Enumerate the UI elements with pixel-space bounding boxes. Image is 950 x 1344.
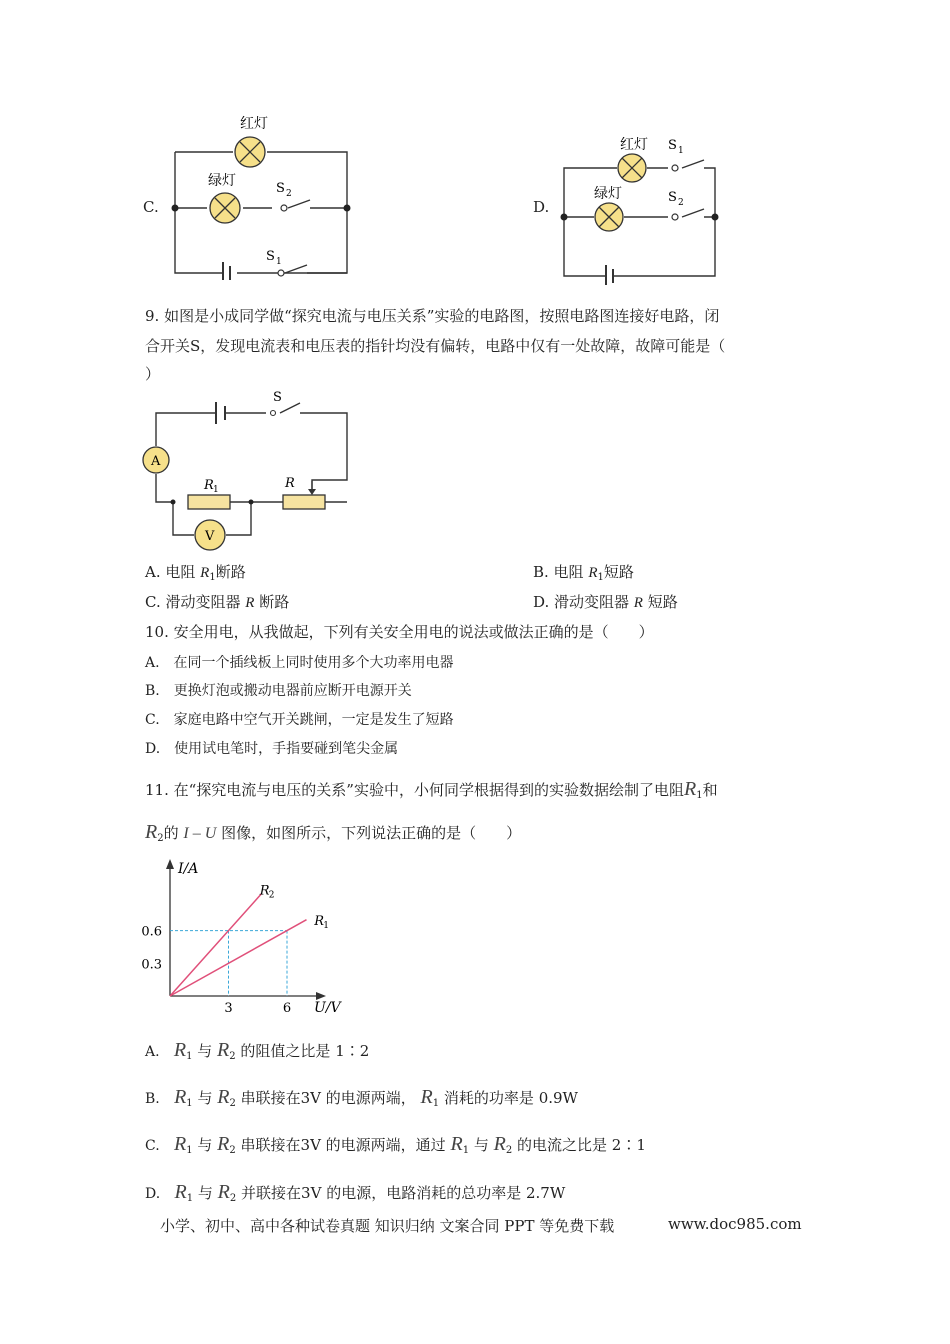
series-label-R2-sub: 2 — [268, 890, 275, 901]
q10-option-d: D. 使用试电笔时，手指要碰到笔尖金属 — [145, 741, 399, 757]
s2-sub: 2 — [286, 189, 292, 199]
r1-label: R — [204, 478, 214, 493]
junction-left-icon — [172, 205, 179, 212]
switch-pivot-icon — [271, 411, 276, 416]
q9-stem-line3: ） — [145, 365, 161, 383]
series-label-R1-sub: 1 — [323, 921, 330, 932]
x-tick-6: 6 — [282, 1001, 292, 1016]
q9-option-a: A. 电阻 $R_1$断路 — [145, 563, 246, 583]
junction-right-icon — [712, 214, 719, 221]
y-tick-0.3: 0.3 — [141, 957, 162, 973]
r1-sub: 1 — [213, 485, 219, 495]
red-lamp-icon — [235, 137, 265, 167]
q11-option-c: C. $R_1$ 与 $R_2$ 串联接在3V 的电源两端，通过 $R_1$ 与 $R_2$ 的电流之比是 2∶1 — [145, 1133, 646, 1156]
s2-sub: 2 — [678, 198, 684, 208]
s1-sub: 1 — [678, 146, 684, 156]
switch-s1-icon — [672, 165, 678, 171]
green-lamp-label: 绿灯 — [208, 173, 236, 189]
green-lamp-label: 绿灯 — [594, 186, 622, 202]
y-tick-0.6: 0.6 — [141, 924, 162, 940]
node-icon — [249, 500, 254, 505]
red-lamp-icon — [618, 154, 646, 182]
series-line-R1 — [170, 920, 307, 996]
y-axis-arrow-icon — [166, 859, 174, 869]
footer-website: www.doc985.com — [668, 1215, 802, 1233]
q9-option-b: B. 电阻 $R_1$短路 — [533, 563, 634, 583]
s1-label: S — [668, 138, 677, 153]
option-d-label: D. — [533, 198, 550, 216]
node-icon — [171, 500, 176, 505]
s1-label: S — [266, 249, 275, 264]
switch-s1-icon — [278, 270, 284, 276]
q10-option-a: A. 在同一个插线板上同时使用多个大功率用电器 — [145, 655, 454, 671]
x-tick-3: 3 — [224, 1001, 233, 1016]
s2-label: S — [276, 181, 285, 196]
q9-option-c: C. 滑动变阻器 R 断路 — [145, 593, 290, 611]
q11-stem-line1: 11. 在“探究电流与电压的关系”实验中，小何同学根据得到的实验数据绘制了电阻$R_1$和 — [145, 778, 718, 801]
q10-stem: 10. 安全用电，从我做起，下列有关安全用电的说法或做法正确的是（ ） — [145, 623, 654, 641]
iu-chart — [140, 855, 355, 1025]
s2-label: S — [668, 190, 677, 205]
green-lamp-icon — [210, 193, 240, 223]
circuit-d-diagram — [550, 125, 730, 285]
voltmeter-icon — [195, 520, 225, 550]
s1-sub: 1 — [276, 257, 282, 267]
r-label: R — [285, 476, 295, 491]
switch-s2-icon — [672, 214, 678, 220]
series-line-R2 — [170, 894, 262, 996]
series-label-R2: R — [259, 883, 270, 899]
red-lamp-label: 红灯 — [620, 137, 648, 153]
switch-s2-icon — [281, 205, 287, 211]
q9-circuit-diagram — [138, 385, 358, 555]
circuit-c-diagram — [160, 110, 360, 280]
q10-option-c: C. 家庭电路中空气开关跳闸，一定是发生了短路 — [145, 712, 454, 728]
y-axis-label: I/A — [178, 861, 199, 877]
green-lamp-icon — [595, 203, 623, 231]
junction-left-icon — [561, 214, 568, 221]
series-label-R1: R — [314, 914, 325, 930]
x-axis-arrow-icon — [316, 992, 326, 1000]
q11-stem-line2: $R_2$的 I – U 图像，如图所示，下列说法正确的是（ ） — [145, 821, 522, 844]
q11-option-d: D. $R_1$ 与 $R_2$ 并联接在3V 的电源，电路消耗的总功率是 2.7W — [145, 1181, 566, 1204]
ammeter-label: A — [151, 454, 161, 469]
q10-option-b: B. 更换灯泡或搬动电器前应断开电源开关 — [145, 683, 412, 699]
resistor-r1 — [188, 495, 230, 509]
rheostat-r — [283, 495, 325, 509]
ammeter-icon — [143, 447, 169, 473]
x-axis-label: U/V — [314, 1000, 341, 1016]
q9-option-d: D. 滑动变阻器 R 短路 — [533, 593, 678, 611]
q9-stem-line1: 9. 如图是小成同学做“探究电流与电压关系”实验的电路图，按照电路图连接好电路，闭 — [145, 307, 720, 325]
switch-label: S — [273, 390, 282, 405]
q11-option-b: B. $R_1$ 与 $R_2$ 串联接在3V 的电源两端， $R_1$ 消耗的功率是 0.9W — [145, 1086, 578, 1109]
red-lamp-label: 红灯 — [240, 116, 268, 132]
junction-right-icon — [344, 205, 351, 212]
option-c-label: C. — [143, 198, 159, 216]
footer-text: 小学、初中、高中各种试卷真题 知识归纳 文案合同 PPT 等免费下载 — [160, 1217, 615, 1235]
voltmeter-label: V — [205, 529, 215, 544]
q9-stem-line2: 合开关S，发现电流表和电压表的指针均没有偏转，电路中仅有一处故障，故障可能是（ — [145, 337, 726, 355]
q11-option-a: A. $R_1$ 与 $R_2$ 的阻值之比是 1∶2 — [145, 1039, 370, 1062]
slider-arrow-icon — [308, 489, 316, 495]
